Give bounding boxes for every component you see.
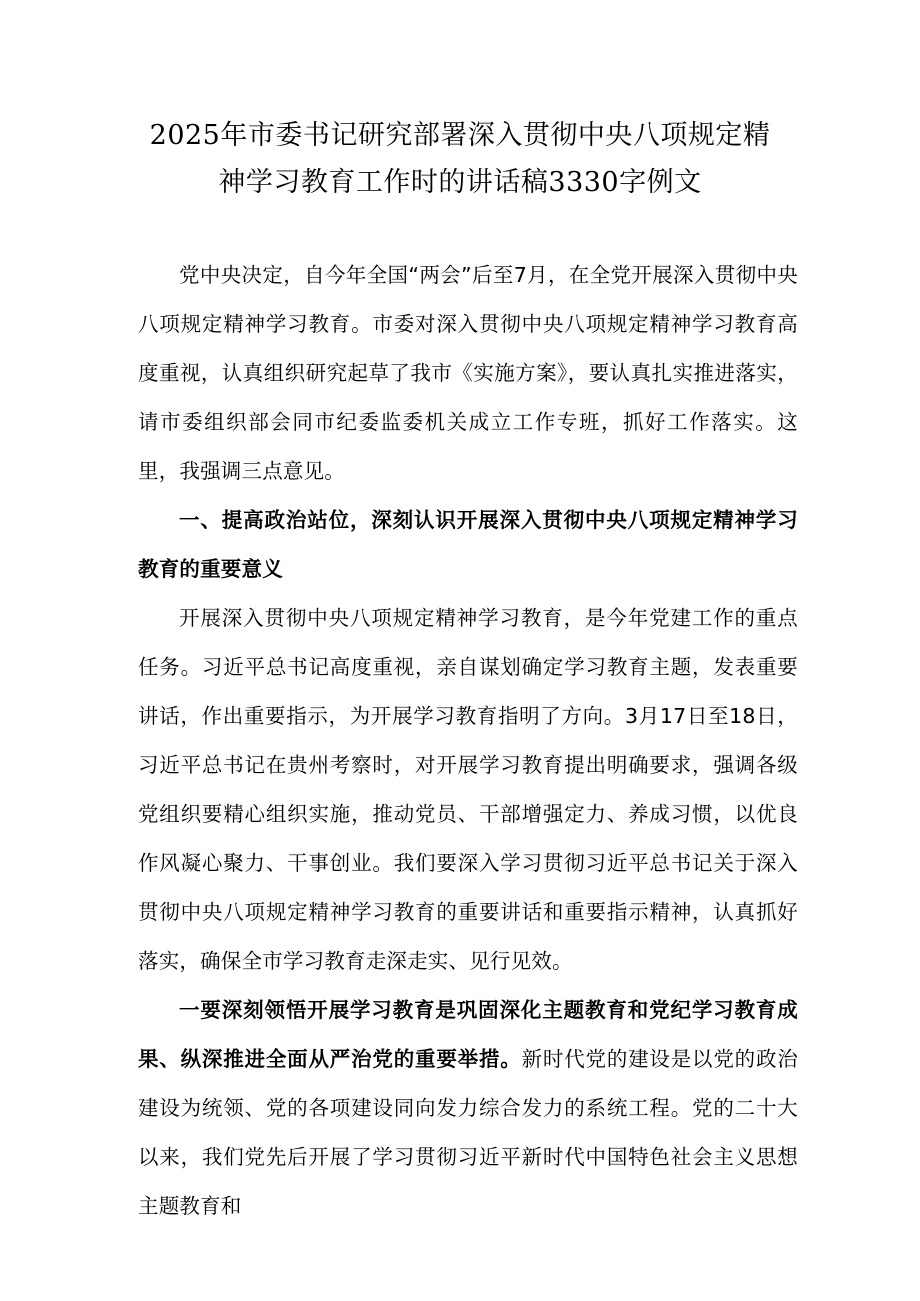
point-1-text: 新时代党的建设是以党的政治建设为统领、党的各项建设同向发力综合发力的系统工程。党的二十大以来，我们党先后开展了学习贯彻习近平新时代中国特色社会主义思想主题教育和: [138, 1047, 798, 1218]
paragraph-intro: 党中央决定，自今年全国“两会”后至7月，在全党开展深入贯彻中央八项规定精神学习教育。市委对深入贯彻中央八项规定精神学习教育高度重视，认真组织研究起草了我市《实施方案》，要认真扎实推进落实，请市委组织部会同市纪委监委机关成立工作专班，抓好工作落实。这里，我强调三点意见。: [138, 263, 798, 483]
point-1-lead: 一要深刻领悟开展学习教育是巩固深化主题教育和党纪学习教育成果、纵深推进全面从严治党的重要举措。: [138, 998, 798, 1071]
document-body: [138, 251, 798, 1231]
title-line-2: 神学习教育工作时的讲话稿3330字例文: [218, 167, 702, 198]
title-line-1: 2025年市委书记研究部署深入贯彻中央八项规定精: [149, 120, 771, 151]
section-heading-1: 一、提高政治站位，深刻认识开展深入贯彻中央八项规定精神学习教育的重要意义: [138, 508, 798, 581]
paragraph-section-1: 开展深入贯彻中央八项规定精神学习教育，是今年党建工作的重点任务。习近平总书记高度重视，亲自谋划确定学习教育主题，发表重要讲话，作出重要指示，为开展学习教育指明了方向。3月17日至18日，习近平总书记在贵州考察时，对开展学习教育提出明确要求，强调各级党组织要精心组织实施，推动党员、干部增强定力、养成习惯，以优良作风凝心聚力、干事创业。我们要深入学习贯彻习近平总书记关于深入贯彻中央八项规定精神学习教育的重要讲话和重要指示精神，认真抓好落实，确保全市学习教育走深走实、见行见效。: [138, 606, 798, 973]
paragraph-point-1: [138, 986, 798, 1231]
document-title: [120, 112, 800, 206]
